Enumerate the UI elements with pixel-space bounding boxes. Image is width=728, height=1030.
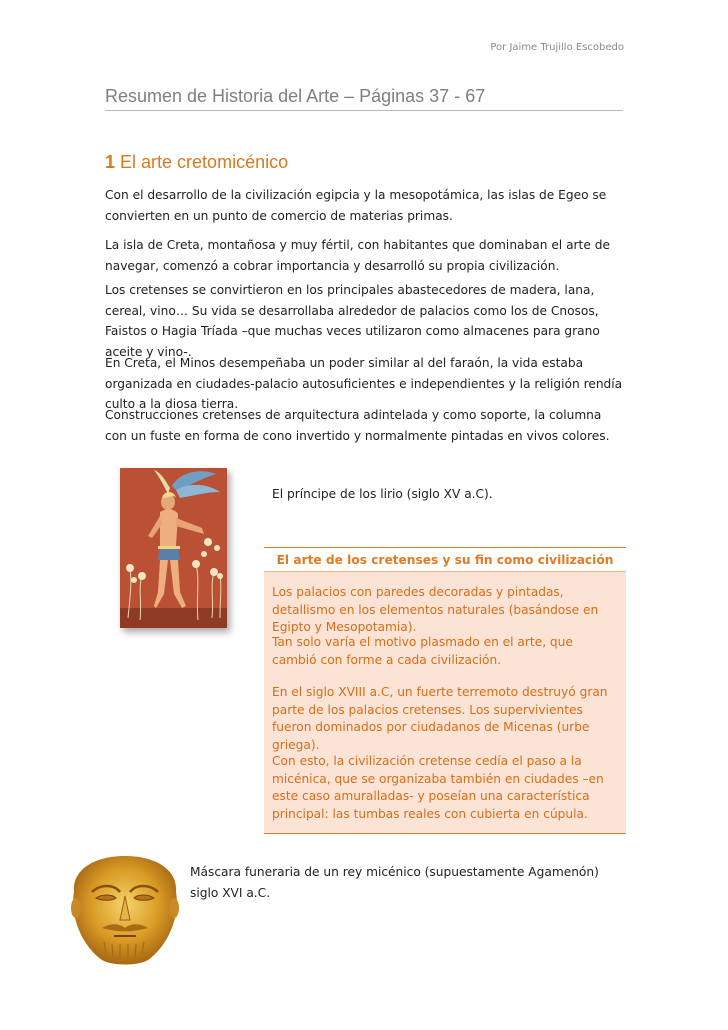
header-author: Por Jaime Trujillo Escobedo (490, 42, 624, 53)
prince-of-lilies-image (120, 468, 227, 628)
paragraph: La isla de Creta, montañosa y muy fértil, con habitantes que dominaban el arte de navegar, comenzó a cobrar importancia y desarrolló su propia civilización. (105, 238, 610, 273)
table-row: Con esto, la civilización cretense cedía el paso a la micénica, que se organizaba también en ciudades –en este caso amuralladas- y poseían una característica principal: las tumbas reales con cubierta en cúpula. (272, 754, 604, 821)
table-row: Tan solo varía el motivo plasmado en el arte, que cambió con forme a cada civilización. (272, 635, 573, 667)
fresco-caption-text: El príncipe de los lirio (siglo XV a.C). (272, 487, 493, 501)
mask-caption-text: Máscara funeraria de un rey micénico (supuestamente Agamenón) siglo XVI a.C. (190, 865, 599, 900)
title-divider (105, 110, 623, 111)
paragraph: En Creta, el Minos desempeñaba un poder similar al del faraón, la vida estaba organizada en ciudades-palacio autosuficientes e independientes y la religión rendía culto a la diosa tierra. (105, 356, 623, 411)
mask-caption (190, 862, 622, 903)
paragraph: Los cretenses se convirtieron en los principales abastecedores de madera, lana, cereal, vino… Su vida se desarrollaba alrededor de palacios como los de Cnosos, Faistos o Hagia Tríada –que muchas veces utilizaron como almacenes para grano aceite y vino-. (105, 283, 600, 359)
table-body (264, 571, 626, 834)
summary-table (264, 547, 626, 833)
section-number: 1 (105, 152, 116, 172)
table-row: En el siglo XVIII a.C, un fuerte terremoto destruyó gran parte de los palacios cretenses. Los supervivientes fueron dominados por ciudadanos de Micenas (urbe griega). (272, 685, 608, 752)
document-title: Resumen de Historia del Arte – Páginas 37 - 67 (105, 86, 486, 106)
section-heading (105, 152, 288, 173)
agamemnon-mask-image (64, 852, 186, 968)
table-title: El arte de los cretenses y su fin como civilización (264, 547, 626, 570)
section-title: El arte cretomicénico (120, 152, 289, 172)
fresco-caption (272, 484, 493, 505)
table-row: Los palacios con paredes decoradas y pintadas, detallismo en los elementos naturales (basándose en Egipto y Mesopotamia). (272, 585, 599, 634)
paragraph: Construcciones cretenses de arquitectura adintelada y como soporte, la columna con un fuste en forma de cono invertido y normalmente pintadas en vivos colores. (105, 408, 610, 443)
paragraph: Con el desarrollo de la civilización egipcia y la mesopotámica, las islas de Egeo se convierten en un punto de comercio de materias primas. (105, 188, 607, 223)
